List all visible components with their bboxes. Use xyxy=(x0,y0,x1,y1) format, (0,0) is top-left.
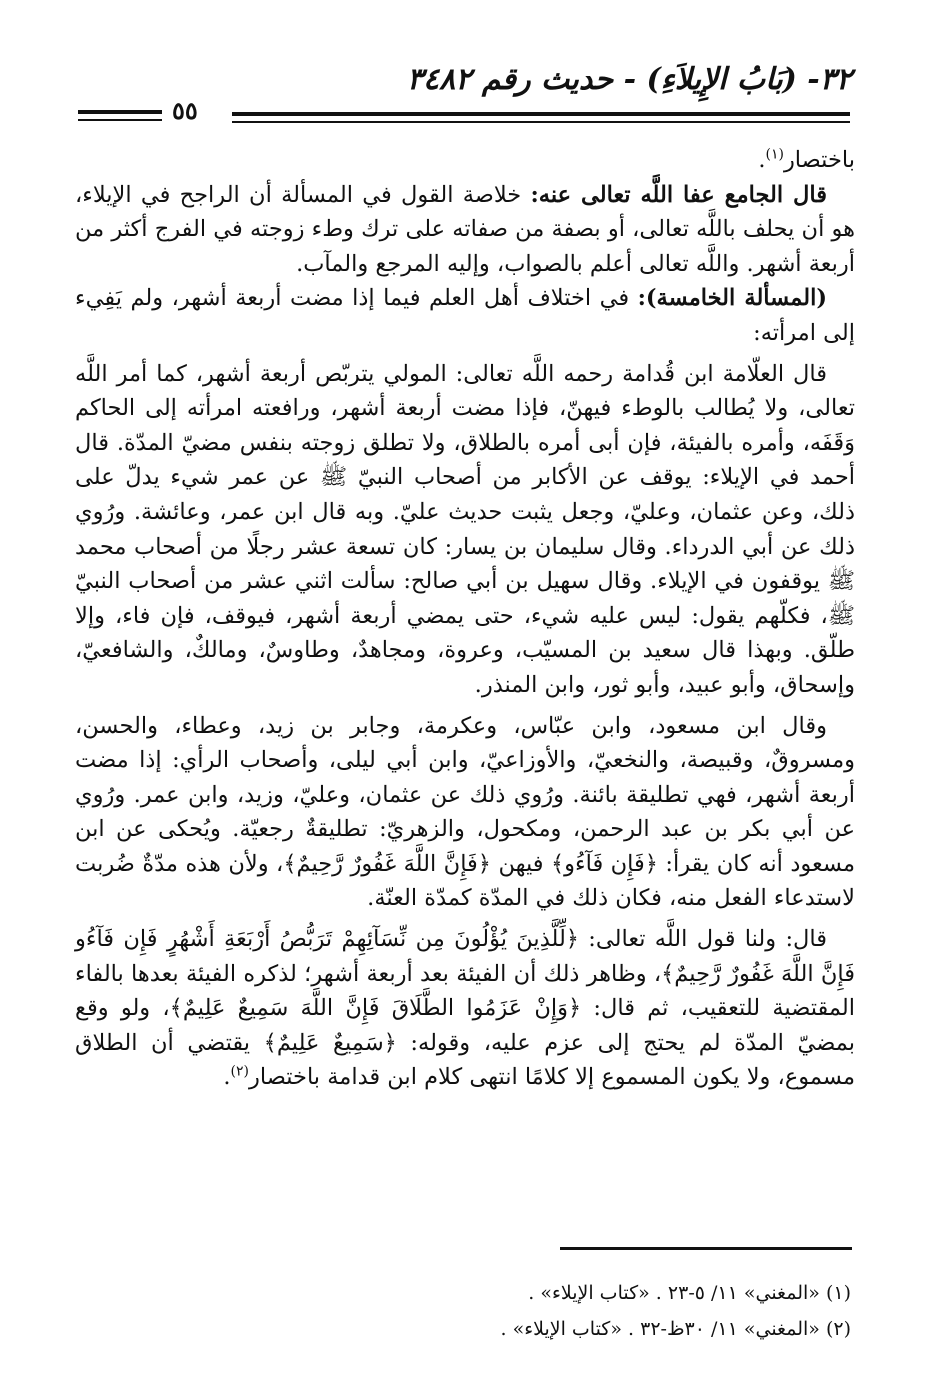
header-title: ٣٢- (بَابُ الإِيلاَءِ) - حديث رقم ٣٤٨٢ xyxy=(406,62,852,97)
punctuation: . xyxy=(758,147,766,173)
page-number: ٥٥ xyxy=(172,96,198,125)
paragraph-text: قال: ولنا قول اللَّه تعالى: ﴿لِّلَّذِينَ يُؤْلُونَ مِن نِّسَآئِهِمْ تَرَبُّصُ أَرْبَعَةِ أَشْهُرٍ فَإِن فَآءُو فَإِنَّ اللَّهَ غَفُورٌ رَّحِيمٌ﴾، وظاهر ذلك أن الفيئة بعد أربعة أشهر؛ لذكره الفيئة بعدها بالفاء المقتضية للتعقيب، ثم قال: ﴿وَإِنْ عَزَمُوا الطَّلَاقَ فَإِنَّ اللَّهَ سَمِيعٌ عَلِيمٌ﴾، ولو وقع بمضيّ المدّة لم يحتج إلى عزم عليه، وقوله: ﴿سَمِيعٌ عَلِيمٌ﴾ يقتضي أن الطلاق مسموع، ولا يكون المسموع إلا كلامًا انتهى كلام ابن قدامة باختصار xyxy=(75,926,855,1091)
footnote-2: (٢) «المغني» ١١/ ٣٠ظ-٣٢ . «كتاب الإيلاء» . xyxy=(500,1318,851,1340)
paragraph-compiler-note xyxy=(75,178,855,282)
footnotes xyxy=(91,1275,851,1347)
footnote-separator xyxy=(560,1247,852,1250)
page-number-rule-thin xyxy=(78,119,162,121)
paragraph-ibn-qudama xyxy=(75,357,855,703)
paragraph-text: قال العلّامة ابن قُدامة رحمه اللَّه تعالى: المولي يتربّص أربعة أشهر، كما أمر اللَّه تعالى، ولا يُطالب بالوطء فيهنّ، فإذا مضت أربعة أشهر، ورافعته امرأته إلى الحاكم وَقَفَه، وأمره بالفيئة، فإن أبى أمره بالطلاق، ولا تطلق زوجته بنفس مضيّ المدّة. قال أحمد في الإيلاء: يوقف عن الأكابر من أصحاب النبيّ ﷺ عن عمر شيء يدلّ على ذلك، وعن عثمان، وعليّ، وجعل يثبت حديث عليّ. وبه قال ابن عمر، وعائشة. ورُوي ذلك عن أبي الدرداء. وقال سليمان بن يسار: كان تسعة عشر رجلًا من أصحاب محمد ﷺ يوقفون في الإيلاء. وقال سهيل بن أبي صالح: سألت اثني عشر من أصحاب النبيّ ﷺ، فكلّهم يقول: ليس عليه شيء، حتى يمضي أربعة أشهر، فيوقف، فإن فاء، وإلا طلّق. وبهذا قال سعيد بن المسيّب، وعروة، ومجاهدٌ، وطاوسٌ، ومالكٌ، والشافعيّ، وإسحاق، وأبو عبيد، وأبو ثور، وابن المنذر. xyxy=(75,360,855,698)
running-header xyxy=(232,62,852,106)
paragraph-lead: قال الجامع عفا اللَّه تعالى عنه: xyxy=(530,181,827,208)
paragraph-text: وقال ابن مسعود، وابن عبّاس، وعكرمة، وجابر بن زيد، وعطاء، والحسن، ومسروقٌ، وقبيصة، والنخعيّ، والأوزاعيّ، وابن أبي ليلى، وأصحاب الرأي: إذا مضت أربعة أشهر، فهي تطليقة بائنة. ورُوي ذلك عن عثمان، وعليّ، وزيد، وابن عمر. ورُوي عن أبي بكر بن عبد الرحمن، ومكحول، والزهريّ: تطليقةٌ رجعيّة. ويُحكى عن ابن مسعود أنه كان يقرأ: ﴿فَإِن فَآءُو﴾ فيهن ﴿فَإِنَّ اللَّهَ غَفُورٌ رَّحِيمٌ﴾، ولأن هذه مدّةٌ ضُربت لاستدعاء الفعل منه، فكان ذلك في المدّة كمدّة العنّة. xyxy=(75,712,855,912)
footnote-1: (١) «المغني» ١١/ ٥-٢٣ . «كتاب الإيلاء» . xyxy=(528,1282,851,1304)
header-rule-thin xyxy=(232,121,850,123)
paragraph-evidence xyxy=(75,922,855,1095)
footnote-marker: (١) xyxy=(765,146,784,163)
punctuation: . xyxy=(223,1064,231,1091)
paragraph-text: خلاصة القول في المسألة أن الراجح في الإيلاء، هو أن يحلف باللَّه تعالى، أو بصفة من صفاته على ترك وطء زوجته في الفرج أكثر من أربعة أشهر. واللَّه تعالى أعلم بالصواب، وإليه المرجع والمآب. xyxy=(75,181,855,277)
paragraph-continuation xyxy=(75,143,855,178)
paragraph-issue-five xyxy=(75,281,855,350)
body-text xyxy=(75,143,855,1095)
footnote-marker: (٢) xyxy=(230,1063,250,1080)
paragraph-text: باختصار xyxy=(783,147,855,173)
paragraph-text: في اختلاف أهل العلم فيما إذا مضت أربعة أشهر، ولم يَفِيء إلى امرأته: xyxy=(75,285,855,346)
paragraph-other-view xyxy=(75,709,855,917)
page-number-rule-thick xyxy=(78,110,162,114)
paragraph-lead: (المسألة الخامسة): xyxy=(637,285,827,312)
header-rule-thick xyxy=(232,112,850,116)
